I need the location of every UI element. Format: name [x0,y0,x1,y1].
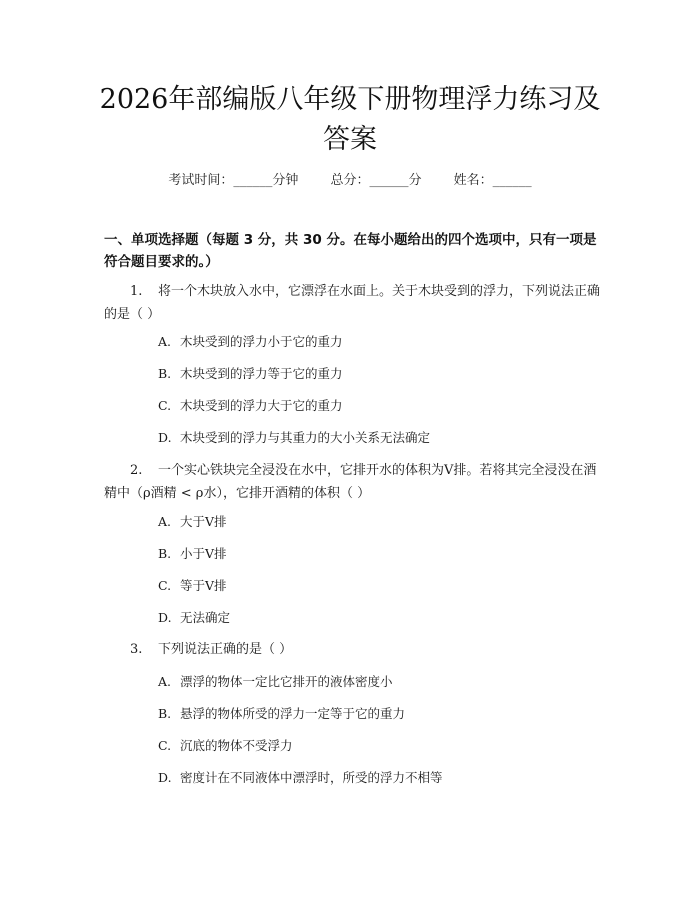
option-text: 密度计在不同液体中漂浮时，所受的浮力不相等 [180,770,443,785]
question-1 [104,280,604,326]
option-1c [158,396,598,416]
question-text: 将一个木块放入水中，它漂浮在水面上。关于木块受到的浮力，下列说法正确的是（ ） [104,284,601,322]
option-letter: D. [158,770,172,785]
option-text: 木块受到的浮力等于它的重力 [180,366,343,381]
name-field: 姓名：______ [453,173,532,188]
total-score-field: 总分：______分 [330,173,422,188]
option-letter: C. [158,578,172,593]
option-letter: A. [158,514,172,529]
option-1b [158,364,598,384]
option-1a [158,332,598,352]
option-text: 漂浮的物体一定比它排开的液体密度小 [180,674,393,689]
option-letter: B. [158,546,172,561]
option-3b [158,704,598,724]
question-3 [104,638,604,661]
option-letter: B. [158,706,172,721]
document-title: 2026年部编版八年级下册物理浮力练习及答案 [99,84,601,155]
option-text: 无法确定 [180,610,231,625]
question-2 [104,459,604,505]
option-text: 小于V排 [180,546,227,561]
question-number: 1. [130,284,143,299]
option-letter: A. [158,334,172,349]
option-text: 大于V排 [180,514,227,529]
option-3c [158,736,598,756]
exam-time-field: 考试时间：______分钟 [168,173,299,188]
question-text: 下列说法正确的是（ ） [158,642,293,657]
option-2a [158,512,598,532]
option-1d [158,428,598,448]
question-number: 3. [130,642,143,657]
option-letter: C. [158,398,172,413]
option-text: 沉底的物体不受浮力 [180,738,293,753]
option-2d [158,608,598,628]
option-2b [158,544,598,564]
option-text: 悬浮的物体所受的浮力一定等于它的重力 [180,706,406,721]
option-letter: B. [158,366,172,381]
option-3d [158,768,598,788]
option-2c [158,576,598,596]
question-number: 2. [130,463,143,478]
question-text: 一个实心铁块完全浸没在水中，它排开水的体积为V排。若将其完全浸没在酒精中（ρ酒精 < ρ水），它排开酒精的体积（ ） [104,463,597,501]
option-text: 木块受到的浮力与其重力的大小关系无法确定 [180,430,431,445]
option-3a [158,672,598,692]
option-letter: D. [158,430,172,445]
option-letter: A. [158,674,172,689]
exam-meta [0,169,700,188]
section-heading: 一、单项选择题（每题 3 分，共 30 分。在每小题给出的四个选项中，只有一项是符合题目要求的。） [104,232,597,270]
option-text: 等于V排 [180,578,227,593]
option-text: 木块受到的浮力大于它的重力 [180,398,343,413]
option-letter: C. [158,738,172,753]
option-letter: D. [158,610,172,625]
option-text: 木块受到的浮力小于它的重力 [180,334,343,349]
